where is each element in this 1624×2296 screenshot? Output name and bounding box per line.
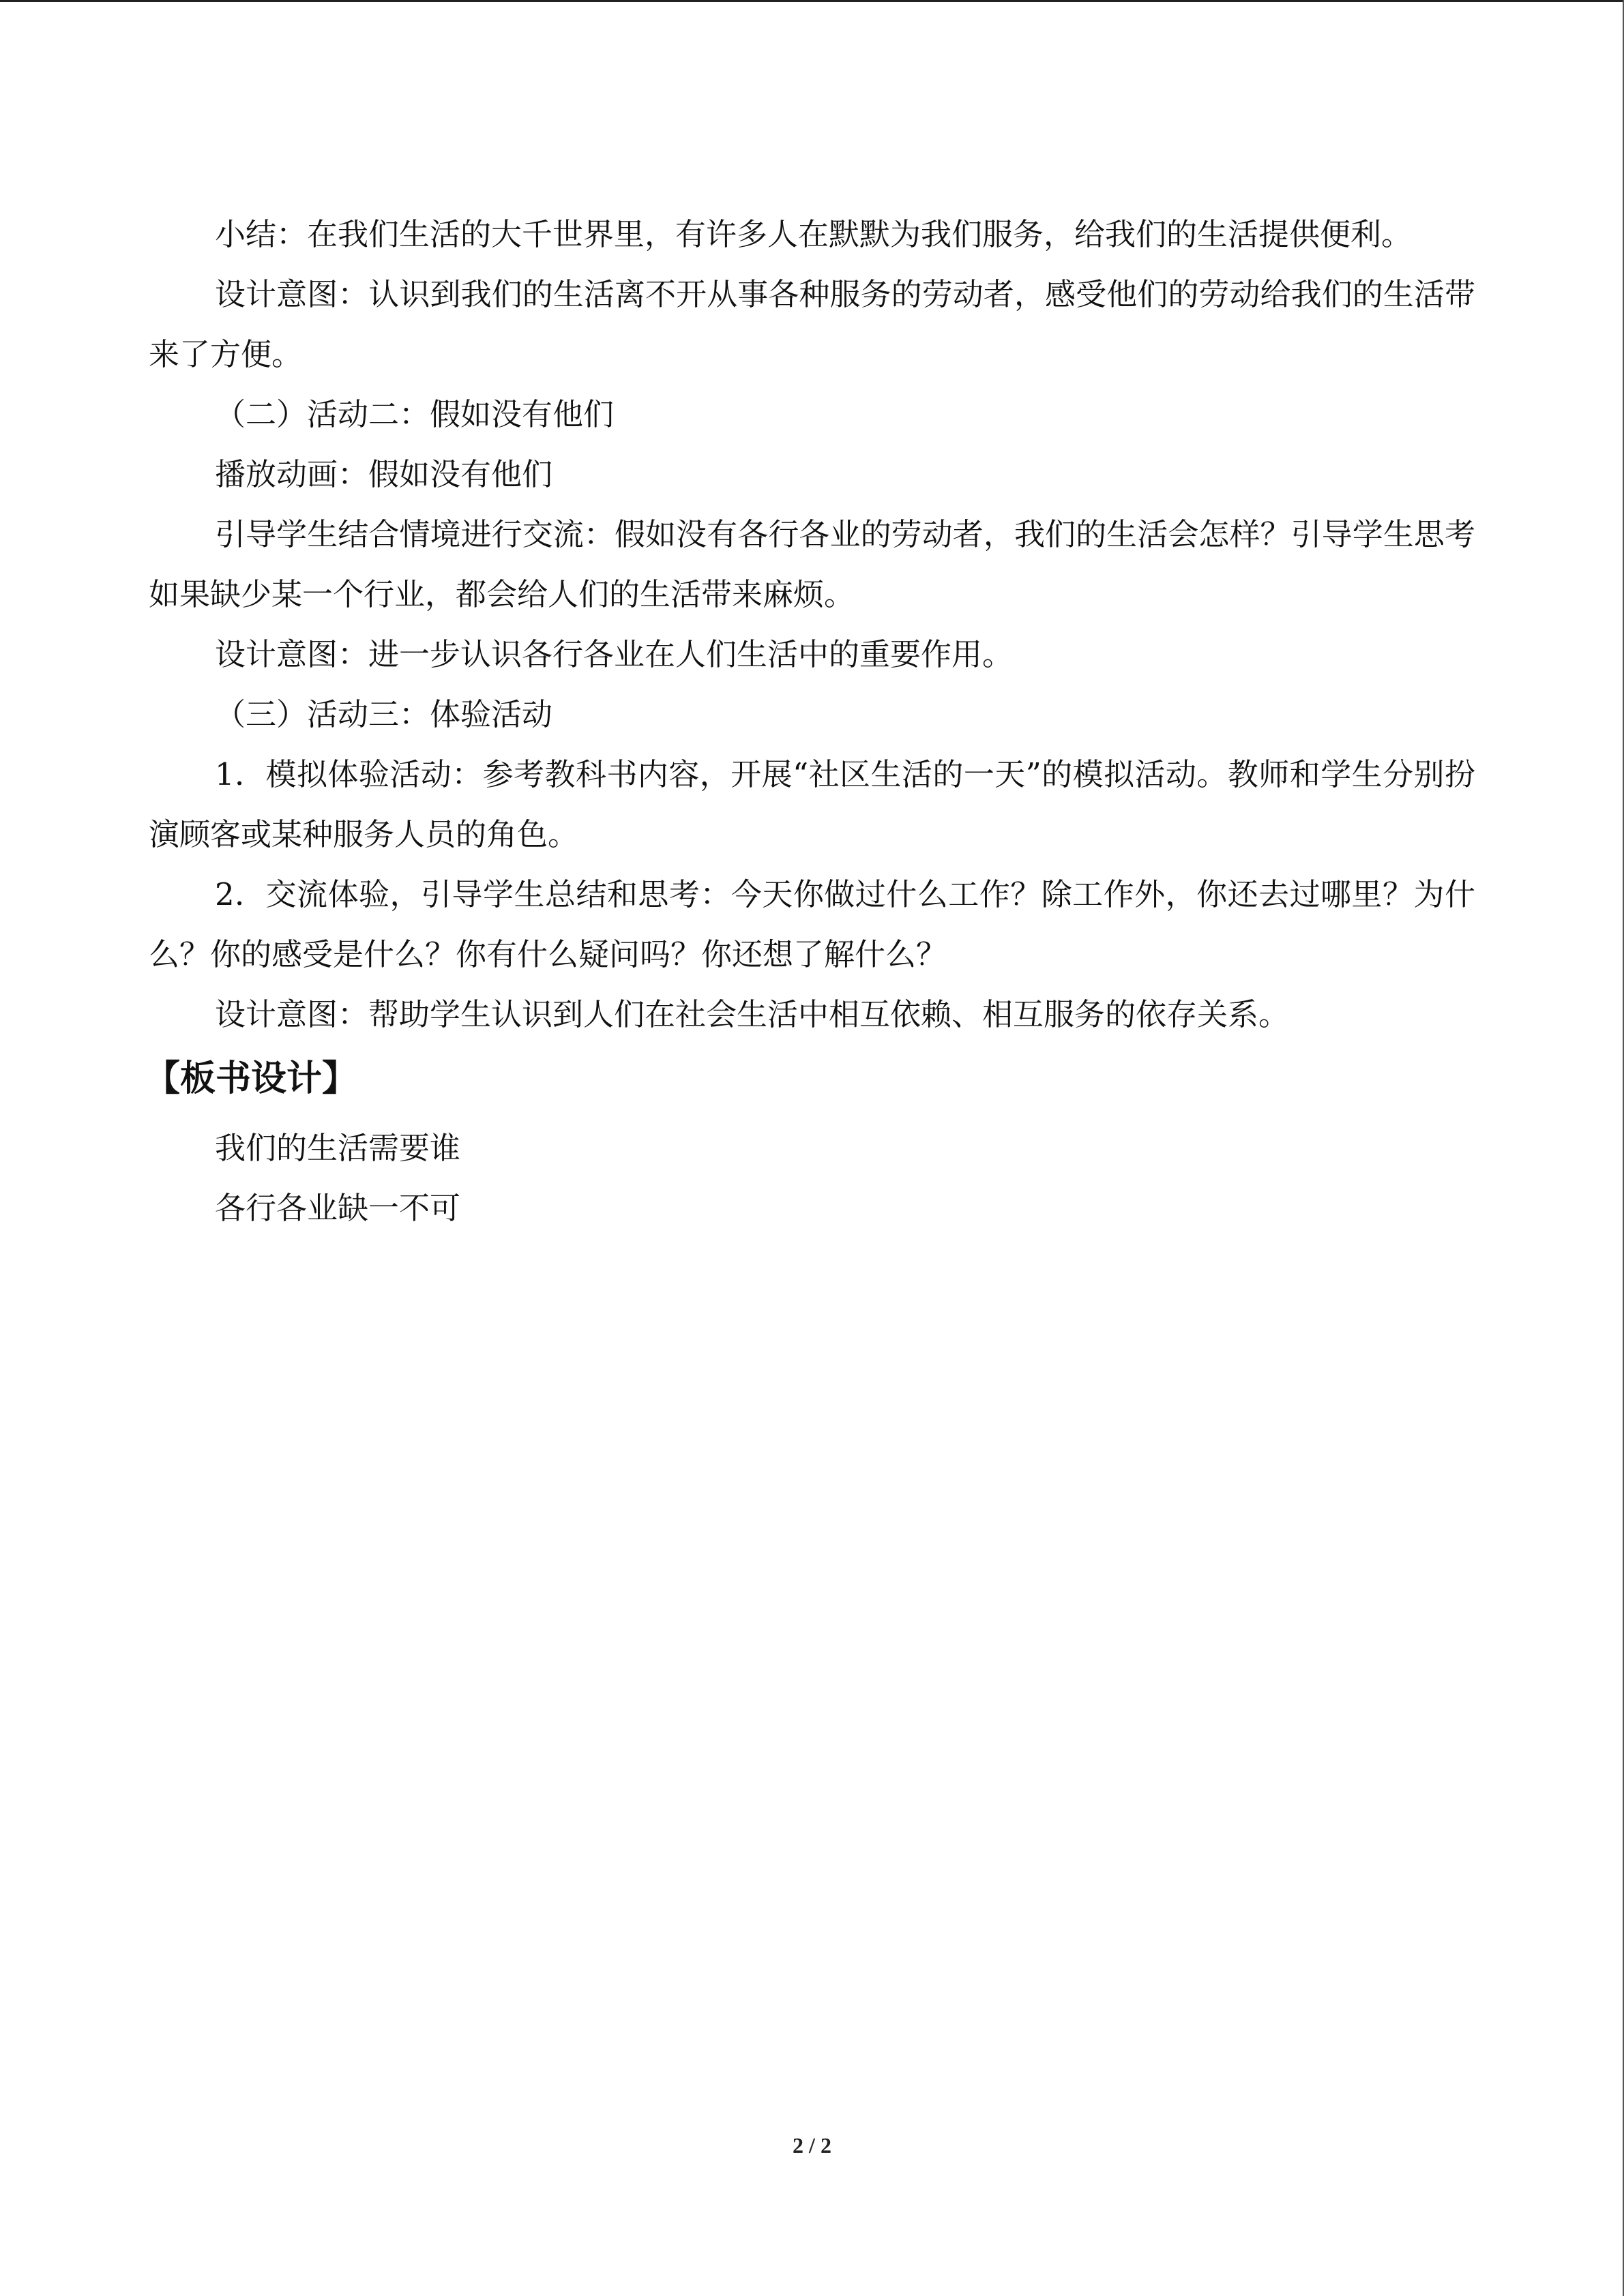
design-intent-paragraph-2: 设计意图：进一步认识各行各业在人们生活中的重要作用。 xyxy=(215,636,1014,672)
simulation-activity-paragraph: 1．模拟体验活动：参考教科书内容，开展“社区生活的一天”的模拟活动。教师和学生分别扮演顾客或某种服务人员的角色。 xyxy=(149,756,1475,852)
summary-paragraph: 小结：在我们生活的大千世界里，有许多人在默默为我们服务，给我们的生活提供便利。 xyxy=(215,216,1413,252)
design-intent-paragraph-1: 设计意图：认识到我们的生活离不开从事各种服务的劳动者，感受他们的劳动给我们的生活带来了方便。 xyxy=(149,276,1475,372)
board-line-1: 我们的生活需要谁 xyxy=(215,1130,461,1166)
page-number: 2 / 2 xyxy=(793,2133,831,2158)
design-intent-paragraph-3: 设计意图：帮助学生认识到人们在社会生活中相互依赖、相互服务的依存关系。 xyxy=(215,996,1290,1032)
activity-three-title: （三）活动三：体验活动 xyxy=(215,696,553,732)
play-animation-paragraph: 播放动画：假如没有他们 xyxy=(215,456,553,492)
document-body xyxy=(145,205,1475,1238)
board-line-2: 各行各业缺一不可 xyxy=(215,1190,461,1226)
guide-discussion-paragraph: 引导学生结合情境进行交流：假如没有各行各业的劳动者，我们的生活会怎样？引导学生思考如果缺少某一个行业，都会给人们的生活带来麻烦。 xyxy=(149,516,1475,612)
exchange-experience-paragraph: 2．交流体验，引导学生总结和思考：今天你做过什么工作？除工作外，你还去过哪里？为什么？你的感受是什么？你有什么疑问吗？你还想了解什么？ xyxy=(149,876,1475,972)
blackboard-content xyxy=(149,1118,1475,1238)
blackboard-design-heading: 【板书设计】 xyxy=(145,1058,358,1099)
activity-two-title: （二）活动二：假如没有他们 xyxy=(215,396,615,432)
page-top-border xyxy=(0,0,1624,2)
